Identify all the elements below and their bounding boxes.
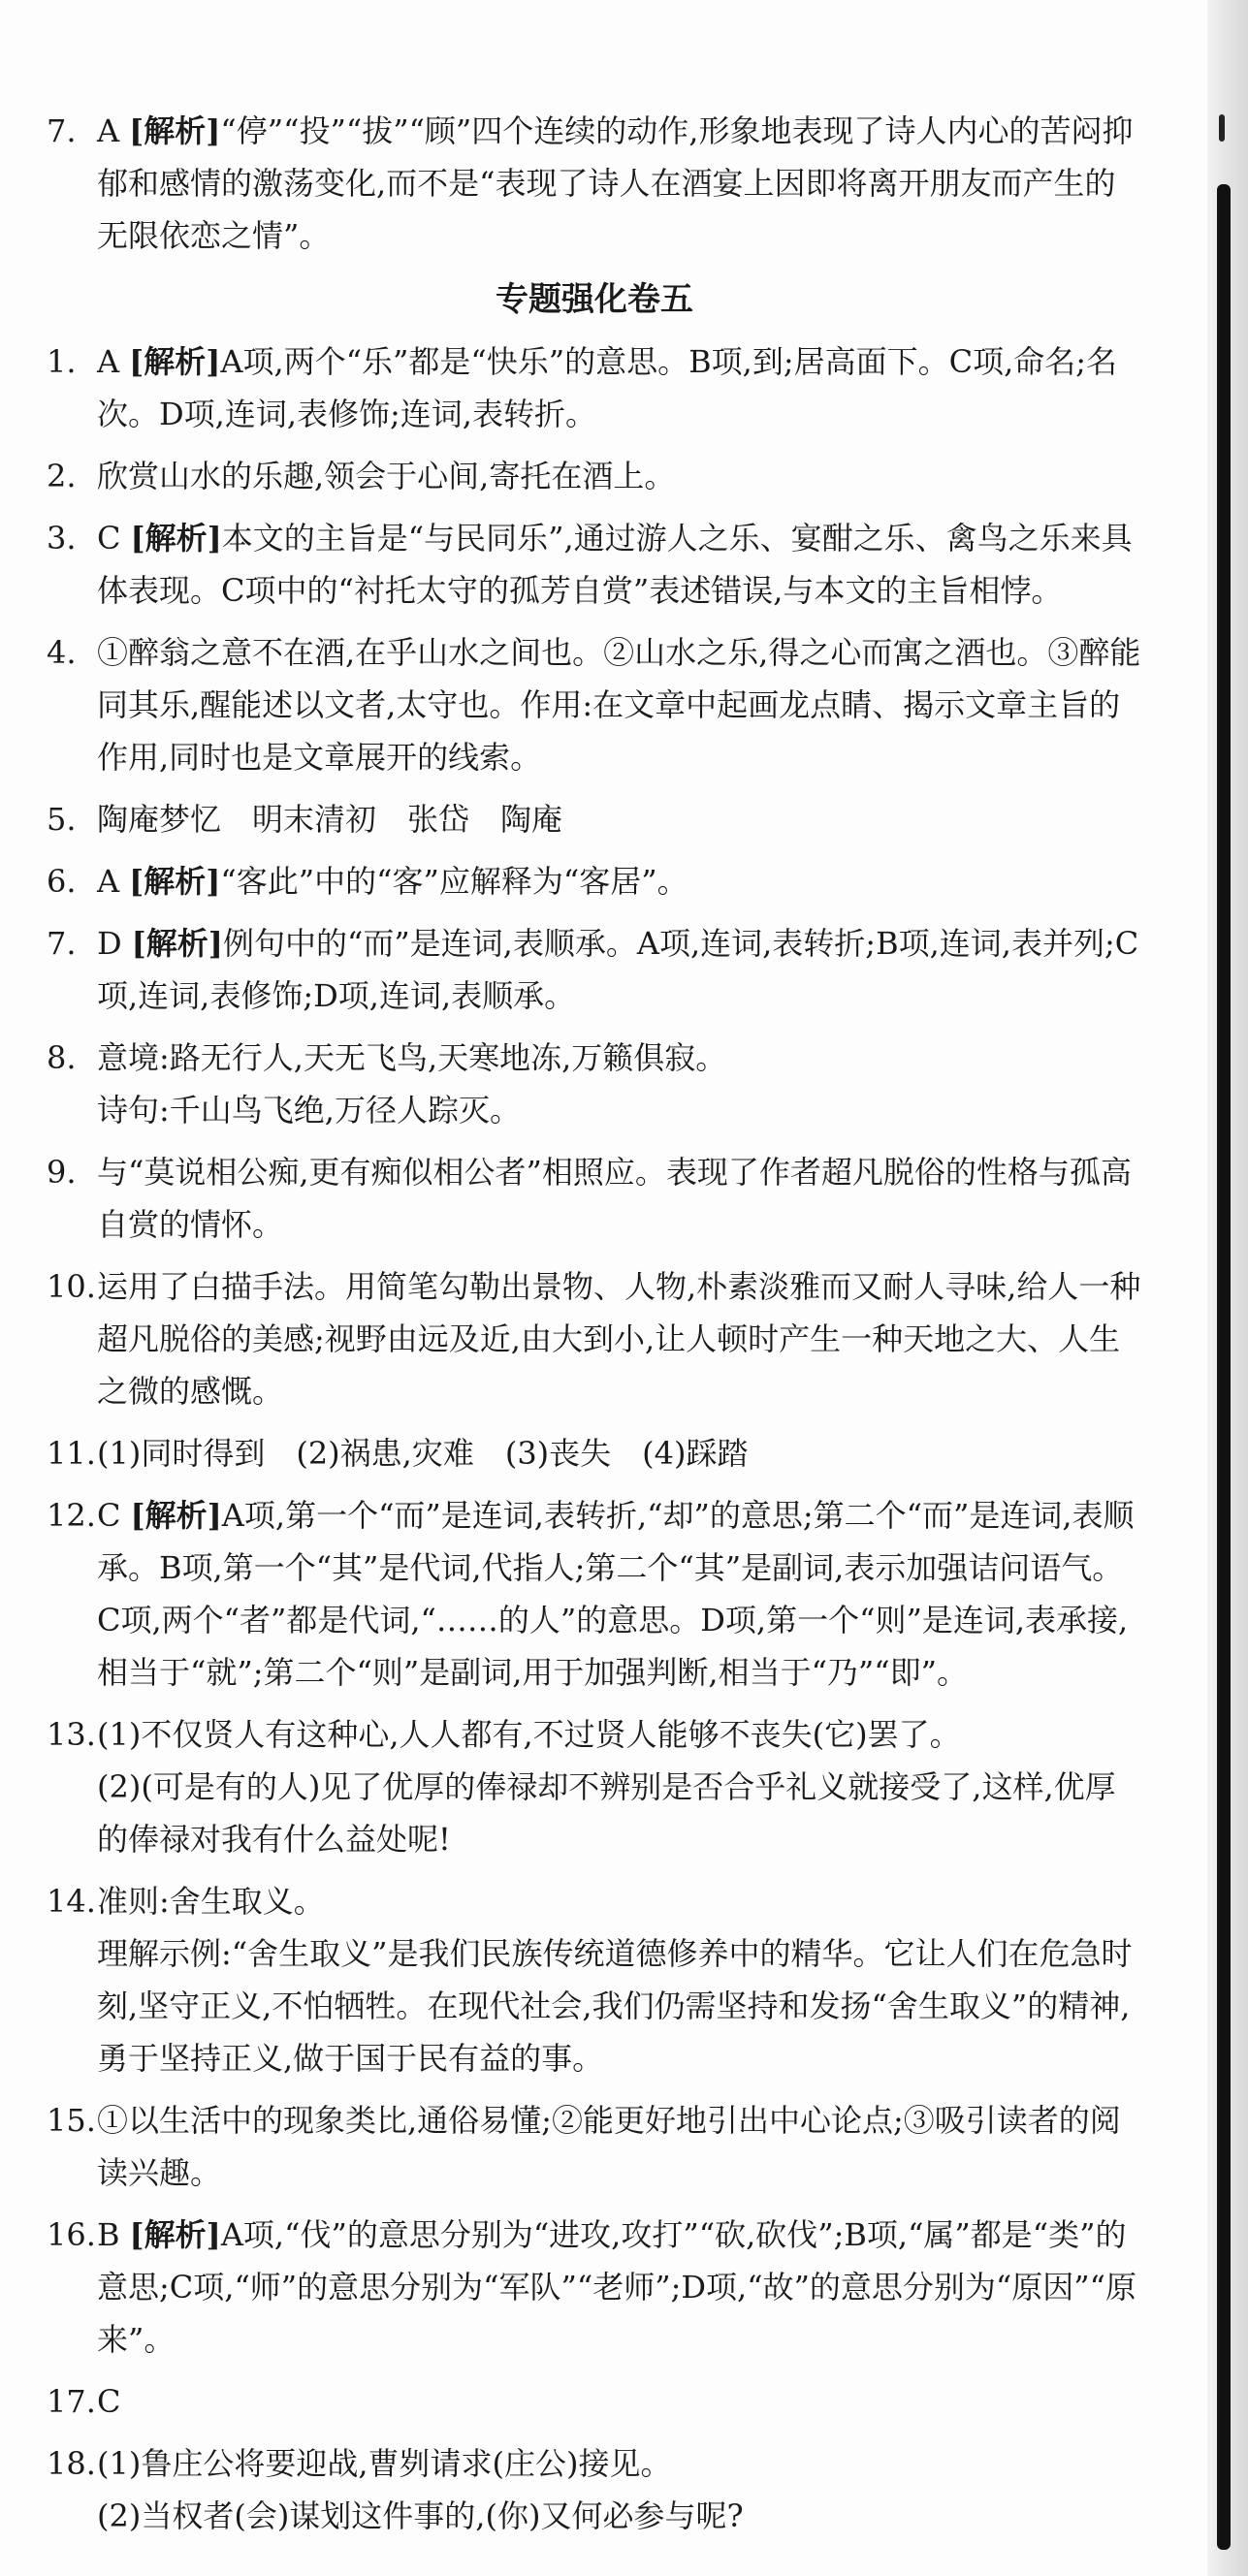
choice-answer: C bbox=[97, 1497, 121, 1534]
item-text: ①醉翁之意不在酒,在乎山水之间也。②山水之乐,得之心而寓之酒也。③醉能同其乐,醒能述以文者,太守也。作用:在文章中起画龙点睛、揭示文章主旨的作用,同时也是文章展开的线索。 bbox=[97, 634, 1141, 776]
answer-item bbox=[47, 2437, 1142, 2542]
answer-item bbox=[47, 1875, 1142, 2084]
item-number: 18. bbox=[47, 2445, 96, 2482]
spine-mark bbox=[1219, 114, 1225, 142]
item-subline: 理解示例:“舍生取义”是我们民族传统道德修养中的精华。它让人们在危急时刻,坚守正义,不怕牺牲。在现代社会,我们仍需坚持和发扬“舍生取义”的精神,勇于坚持正义,做于国于民有益的事。 bbox=[97, 1935, 1133, 2077]
analysis-tag: [解析] bbox=[129, 112, 221, 149]
item-text: 陶庵梦忆 明末清初 张岱 陶庵 bbox=[97, 801, 563, 838]
item-number: 14. bbox=[47, 1883, 96, 1920]
item-number: 13. bbox=[47, 1716, 96, 1753]
answer-item bbox=[47, 2094, 1142, 2199]
analysis-tag: [解析] bbox=[129, 863, 221, 900]
item-number: 8. bbox=[47, 1039, 77, 1076]
item-text: 运用了白描手法。用简笔勾勒出景物、人物,朴素淡雅而又耐人寻味,给人一种超凡脱俗的美感;视野由远及近,由大到小,让人顿时产生一种天地之大、人生之微的感慨。 bbox=[97, 1268, 1141, 1410]
pre-section-list bbox=[47, 105, 1142, 262]
analysis-tag: [解析] bbox=[130, 1497, 222, 1534]
item-text: A项,两个“乐”都是“快乐”的意思。B项,到;居高面下。C项,命名;名次。D项,连词,表修饰;连词,表转折。 bbox=[97, 343, 1118, 432]
item-text: 本文的主旨是“与民同乐”,通过游人之乐、宴酣之乐、禽鸟之乐来具体表现。C项中的“衬托太守的孤芳自赏”表述错误,与本文的主旨相悖。 bbox=[97, 520, 1133, 609]
answer-content bbox=[47, 105, 1142, 2552]
item-text: A项,“伐”的意思分别为“进攻,攻打”“砍,砍伐”;B项,“属”都是“类”的意思;C项,“师”的意思分别为“军队”“老师”;D项,“故”的意思分别为“原因”“原来”。 bbox=[97, 2216, 1137, 2358]
answer-item bbox=[47, 1708, 1142, 1865]
item-number: 5. bbox=[47, 801, 77, 838]
item-number: 3. bbox=[47, 520, 77, 557]
choice-answer: A bbox=[97, 863, 120, 900]
item-number: 9. bbox=[47, 1154, 77, 1191]
answer-item bbox=[47, 793, 1142, 845]
item-number: 7. bbox=[47, 112, 77, 149]
choice-answer: C bbox=[97, 2383, 121, 2420]
answer-item bbox=[47, 105, 1142, 262]
item-text: “客此”中的“客”应解释为“客居”。 bbox=[220, 863, 688, 900]
item-text: (1)同时得到 (2)祸患,灾难 (3)丧失 (4)踩踏 bbox=[97, 1435, 749, 1472]
answer-item bbox=[47, 512, 1142, 617]
item-text: 欣赏山水的乐趣,领会于心间,寄托在酒上。 bbox=[97, 458, 676, 494]
choice-answer: C bbox=[97, 520, 121, 557]
answer-item bbox=[47, 335, 1142, 440]
choice-answer: B bbox=[97, 2216, 120, 2253]
analysis-tag: [解析] bbox=[130, 520, 222, 557]
item-subline: (2)(可是有的人)见了优厚的俸禄却不辨别是否合乎礼义就接受了,这样,优厚的俸禄对我有什么益处呢! bbox=[97, 1768, 1116, 1858]
choice-answer: A bbox=[97, 343, 120, 380]
answer-list bbox=[47, 335, 1142, 2542]
item-text: 准则:舍生取义。 bbox=[97, 1883, 325, 1920]
item-text: 意境:路无行人,天无飞鸟,天寒地冻,万籁俱寂。 bbox=[97, 1039, 727, 1076]
section-title: 专题强化卷五 bbox=[496, 280, 693, 319]
item-number: 12. bbox=[47, 1497, 96, 1534]
analysis-tag: [解析] bbox=[129, 2216, 221, 2253]
choice-answer: D bbox=[97, 925, 122, 962]
item-number: 11. bbox=[47, 1435, 96, 1472]
item-text: 与“莫说相公痴,更有痴似相公者”相照应。表现了作者超凡脱俗的性格与孤高自赏的情怀。 bbox=[97, 1154, 1132, 1243]
analysis-tag: [解析] bbox=[131, 925, 223, 962]
item-text: ①以生活中的现象类比,通俗易懂;②能更好地引出中心论点;③吸引读者的阅读兴趣。 bbox=[97, 2102, 1121, 2191]
item-number: 16. bbox=[47, 2216, 96, 2253]
item-number: 15. bbox=[47, 2102, 96, 2139]
answer-item bbox=[47, 626, 1142, 783]
answer-item bbox=[47, 1260, 1142, 1417]
item-subline: (2)当权者(会)谋划这件事的,(你)又何必参与呢? bbox=[97, 2497, 744, 2534]
answer-item bbox=[47, 2209, 1142, 2366]
item-text: 例句中的“而”是连词,表顺承。A项,连词,表转折;B项,连词,表并列;C项,连词,表修饰;D项,连词,表顺承。 bbox=[97, 925, 1139, 1014]
answer-item bbox=[47, 1146, 1142, 1251]
item-text: “停”“投”“拔”“顾”四个连续的动作,形象地表现了诗人内心的苦闷抑郁和感情的激荡变化,而不是“表现了诗人在酒宴上因即将离开朋友而产生的无限依恋之情”。 bbox=[97, 112, 1134, 254]
item-subline: 诗句:千山鸟飞绝,万径人踪灭。 bbox=[97, 1092, 521, 1129]
item-number: 17. bbox=[47, 2383, 96, 2420]
item-number: 7. bbox=[47, 925, 77, 962]
answer-item bbox=[47, 917, 1142, 1022]
answer-item bbox=[47, 855, 1142, 907]
item-text: (1)鲁庄公将要迎战,曹刿请求(庄公)接见。 bbox=[97, 2445, 672, 2482]
choice-answer: A bbox=[97, 112, 120, 149]
answer-item bbox=[47, 1489, 1142, 1699]
item-number: 2. bbox=[47, 458, 77, 494]
answer-item bbox=[47, 1032, 1142, 1136]
item-number: 4. bbox=[47, 634, 77, 671]
answer-item bbox=[47, 1427, 1142, 1479]
answer-item bbox=[47, 2375, 1142, 2428]
item-text: A项,第一个“而”是连词,表转折,“却”的意思;第二个“而”是连词,表顺承。B项,第一个“其”是代词,代指人;第二个“其”是副词,表示加强诘问语气。C项,两个“者”都是代词,“……的人”的意思。D项,第一个“则”是连词,表承接,相当于“就”;第二个“则”是副词,用于加强判断,相当于“乃”“即”。 bbox=[97, 1497, 1135, 1691]
item-number: 10. bbox=[47, 1268, 96, 1305]
item-number: 1. bbox=[47, 343, 77, 380]
item-text: (1)不仅贤人有这种心,人人都有,不过贤人能够不丧失(它)罢了。 bbox=[97, 1716, 961, 1753]
analysis-tag: [解析] bbox=[129, 343, 221, 380]
answer-item bbox=[47, 450, 1142, 502]
book-spine-edge bbox=[1217, 184, 1231, 2550]
item-number: 6. bbox=[47, 863, 77, 900]
